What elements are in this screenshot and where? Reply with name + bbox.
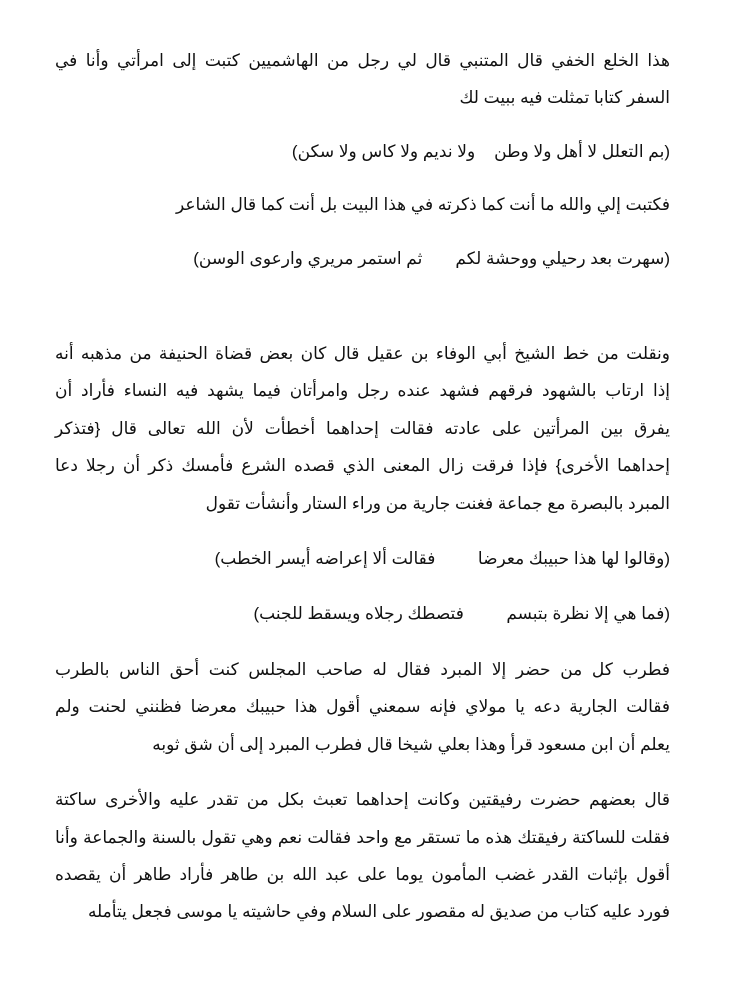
paragraph-1 <box>55 42 670 117</box>
verse-3: (وقالوا لها هذا حبيبك معرضا فقالت ألا إعراضه أيسر الخطب) <box>214 549 670 569</box>
text-line: قال بعضهم حضرت رفيقتين وكانت إحداهما تعبث بكل من تقدر عليه والأخرى ساكتة <box>55 790 670 810</box>
text-line: فقالت الجارية دعه يا مولاي فإنه سمعني أقول هذا حبيبك معرضا فظنني لحنت ولم <box>55 697 670 717</box>
text-line: فورد عليه كتاب من صديق له مقصور على السلام وفي حاشيته يا موسى فجعل يتأمله <box>87 902 670 922</box>
verse-2: (سهرت بعد رحيلي ووحشة لكم ثم استمر مريري وارعوى الوسن) <box>193 248 670 268</box>
text-line: يعلم أن ابن مسعود قرأ وهذا بعلي شيخا قال فطرب المبرد إلى أن شق ثوبه <box>152 734 670 754</box>
text-line: فطرب كل من حضر إلا المبرد فقال له صاحب المجلس كنت أحق الناس بالطرب <box>55 659 670 679</box>
verse-1: (بم التعلل لا أهل ولا وطن ولا نديم ولا كاس ولا سكن) <box>291 141 670 161</box>
text-line: أقول بإثبات القدر غضب المأمون يوما على عبد الله بن طاهر فأراد طاهر أن يقصده <box>55 864 670 884</box>
text-line: إذا ارتاب بالشهود فرقهم فشهد عنده رجل وامرأتان فيما يشهد فيه النساء فأراد أن <box>55 381 670 401</box>
text-line: إحداهما الأخرى} فإذا فرقت زال المعنى الذي قصده الشرع فأمسك ذكر أن رجلا دعا <box>55 456 670 476</box>
text-line: فقلت للساكتة رفيقتك هذه ما تستقر مع واحد فقالت نعم وهي تقول بالسنة والجماعة وأنا <box>55 827 670 847</box>
text-line: السفر كتابا تمثلت فيه ببيت لك <box>459 88 670 108</box>
text-line: المبرد بالبصرة مع جماعة فغنت جارية من وراء الستار وأنشأت تقول <box>205 493 670 513</box>
text-line: يفرق بين المرأتين على عادته فقالت إحداهما أخطأت لأن الله تعالى قال {فتذكر <box>55 418 670 438</box>
paragraph-3 <box>55 335 670 522</box>
text-line: هذا الخلع الخفي قال المتنبي قال لي رجل من الهاشميين كتبت إلى امرأتي وأنا في <box>55 51 670 70</box>
paragraph-2: فكتبت إلي والله ما أنت كما ذكرته في هذا البيت بل أنت كما قال الشاعر <box>176 195 670 215</box>
paragraph-5 <box>55 781 670 931</box>
document-page <box>55 42 670 931</box>
text-line: ونقلت من خط الشيخ أبي الوفاء بن عقيل قال كان بعض قضاة الحنيفة من مذهبه أنه <box>55 344 670 364</box>
paragraph-4 <box>55 651 670 763</box>
verse-4: (فما هي إلا نظرة بتبسم فتصطك رجلاه ويسقط للجنب) <box>253 604 670 624</box>
